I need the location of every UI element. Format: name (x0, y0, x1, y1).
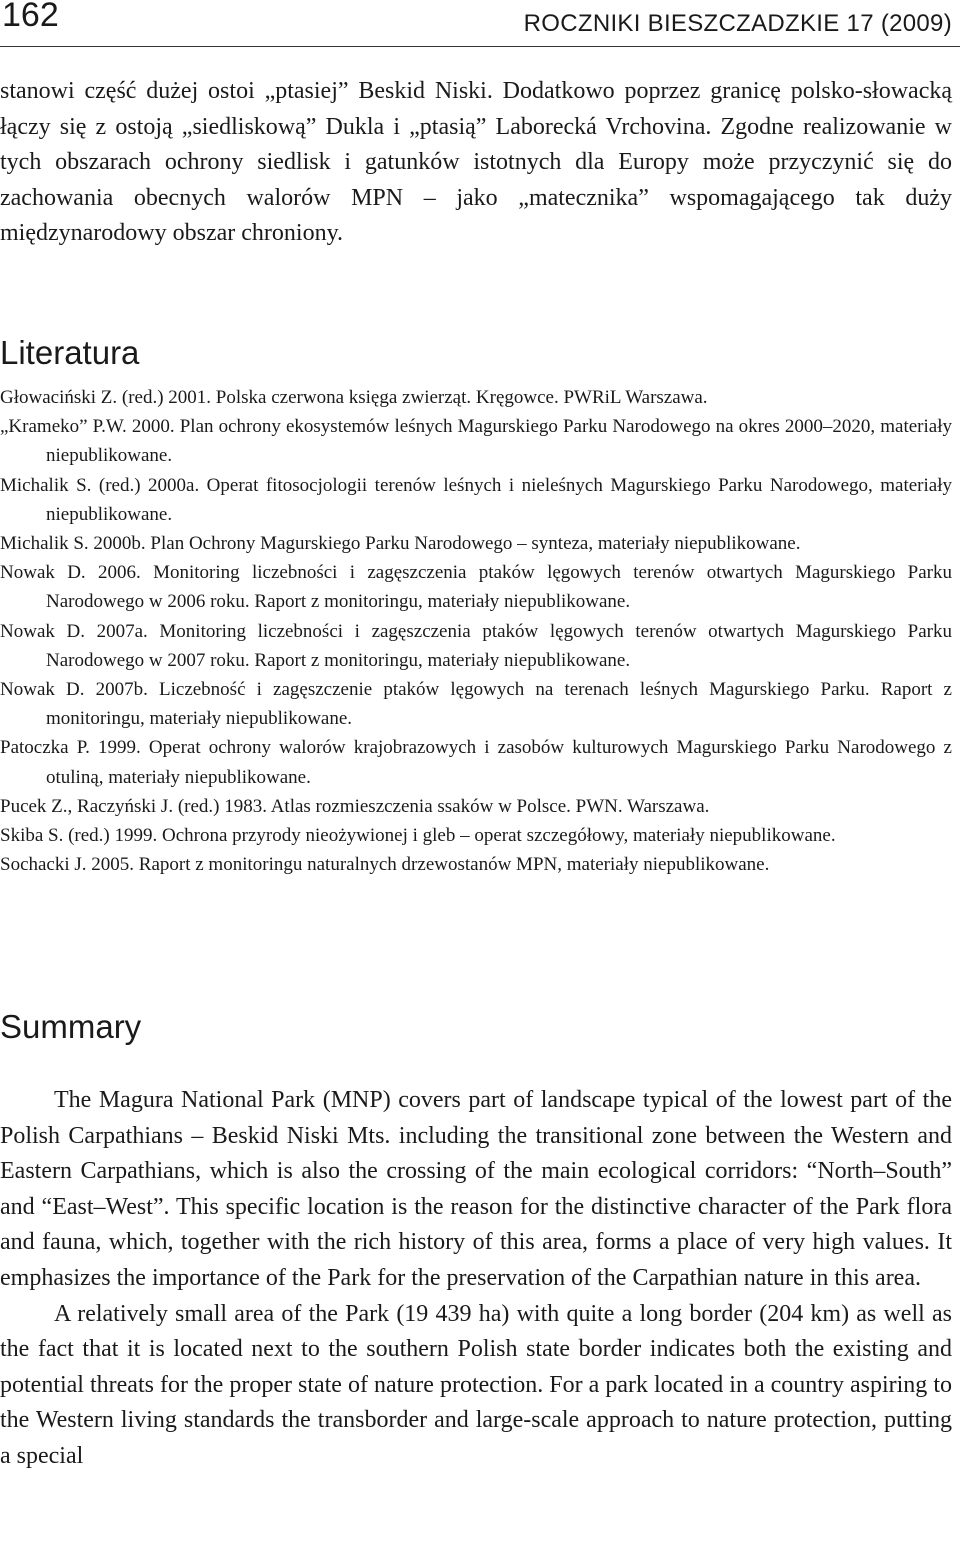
page-number: 162 (2, 0, 59, 34)
reference-item: Patoczka P. 1999. Operat ochrony walorów krajobrazowych i zasobów kulturowych Magurskiego Parku Narodowego z otuliną, materiały niepublikowane. (0, 737, 952, 788)
reference-item: Nowak D. 2006. Monitoring liczebności i zagęszczenia ptaków lęgowych terenów otwartych Magurskiego Parku Narodowego w 2006 roku. Raport z monitoringu, materiały niepublikowane. (0, 562, 952, 613)
summary-paragraph: A relatively small area of the Park (19 439 ha) with quite a long border (204 km) as well as the fact that it is located next to the southern Polish state border indicates both the existing and potential threats for the proper state of nature protection. For a park located in a country aspiring to the Western living standards the transborder and large-scale approach to nature protection, putting a special (0, 1300, 952, 1469)
reference-item: Skiba S. (red.) 1999. Ochrona przyrody nieożywionej i gleb – operat szczegółowy, materiały niepublikowane. (0, 825, 836, 847)
reference-item: Michalik S. (red.) 2000a. Operat fitosocjologii terenów leśnych i nieleśnych Magurskiego Parku Narodowego, materiały niepublikowane. (0, 474, 952, 525)
summary-paragraph: The Magura National Park (MNP) covers part of landscape typical of the lowest part of the Polish Carpathians – Beskid Niski Mts. including the transitional zone between the Western and Eastern Carpathians, which is also the crossing of the main ecological corridors: “North–South” and “East–West”. This specific location is the reason for the distinctive character of the Park flora and fauna, which, together with the rich history of this area, forms a place of very high values. It emphasizes the importance of the Park for the preservation of the Carpathian nature in this area. (0, 1087, 952, 1291)
reference-item: Sochacki J. 2005. Raport z monitoringu naturalnych drzewostanów MPN, materiały niepublikowane. (0, 854, 770, 876)
reference-item: „Krameko” P.W. 2000. Plan ochrony ekosystemów leśnych Magurskiego Parku Narodowego na okres 2000–2020, materiały niepublikowane. (0, 416, 952, 467)
reference-item: Nowak D. 2007b. Liczebność i zagęszczenie ptaków lęgowych na terenach leśnych Magurskiego Parku. Raport z monitoringu, materiały niepublikowane. (0, 679, 952, 730)
journal-running-title: ROCZNIKI BIESZCZADZKIE 17 (2009) (523, 10, 952, 37)
reference-item: Michalik S. 2000b. Plan Ochrony Magurskiego Parku Narodowego – synteza, materiały niepublikowane. (0, 533, 801, 555)
summary-heading: Summary (0, 1008, 142, 1045)
reference-list (0, 383, 952, 879)
reference-item: Głowaciński Z. (red.) 2001. Polska czerwona księga zwierząt. Kręgowce. PWRiL Warszawa. (0, 387, 708, 408)
literature-heading: Literatura (0, 334, 140, 371)
intro-paragraph: stanowi część dużej ostoi „ptasiej” Beskid Niski. Dodatkowo poprzez granicę polsko-słowacką łączy się z ostoją „siedliskową” Dukla i „ptasią” Laborecká Vrchovina. Zgodne realizowanie w tych obszarach ochrony siedlisk i gatunków istotnych dla Europy może przyczynić się do zachowania obecnych walorów MPN – jako „matecznika” wspomagającego tak duży międzynarodowy obszar chroniony. (0, 78, 952, 246)
reference-item: Pucek Z., Raczyński J. (red.) 1983. Atlas rozmieszczenia ssaków w Polsce. PWN. Warszawa. (0, 795, 710, 817)
reference-item: Nowak D. 2007a. Monitoring liczebności i zagęszczenia ptaków lęgowych terenów otwartych Magurskiego Parku Narodowego w 2007 roku. Raport z monitoringu, materiały niepublikowane. (0, 620, 952, 671)
running-header (0, 0, 960, 47)
summary-body (0, 1083, 952, 1475)
